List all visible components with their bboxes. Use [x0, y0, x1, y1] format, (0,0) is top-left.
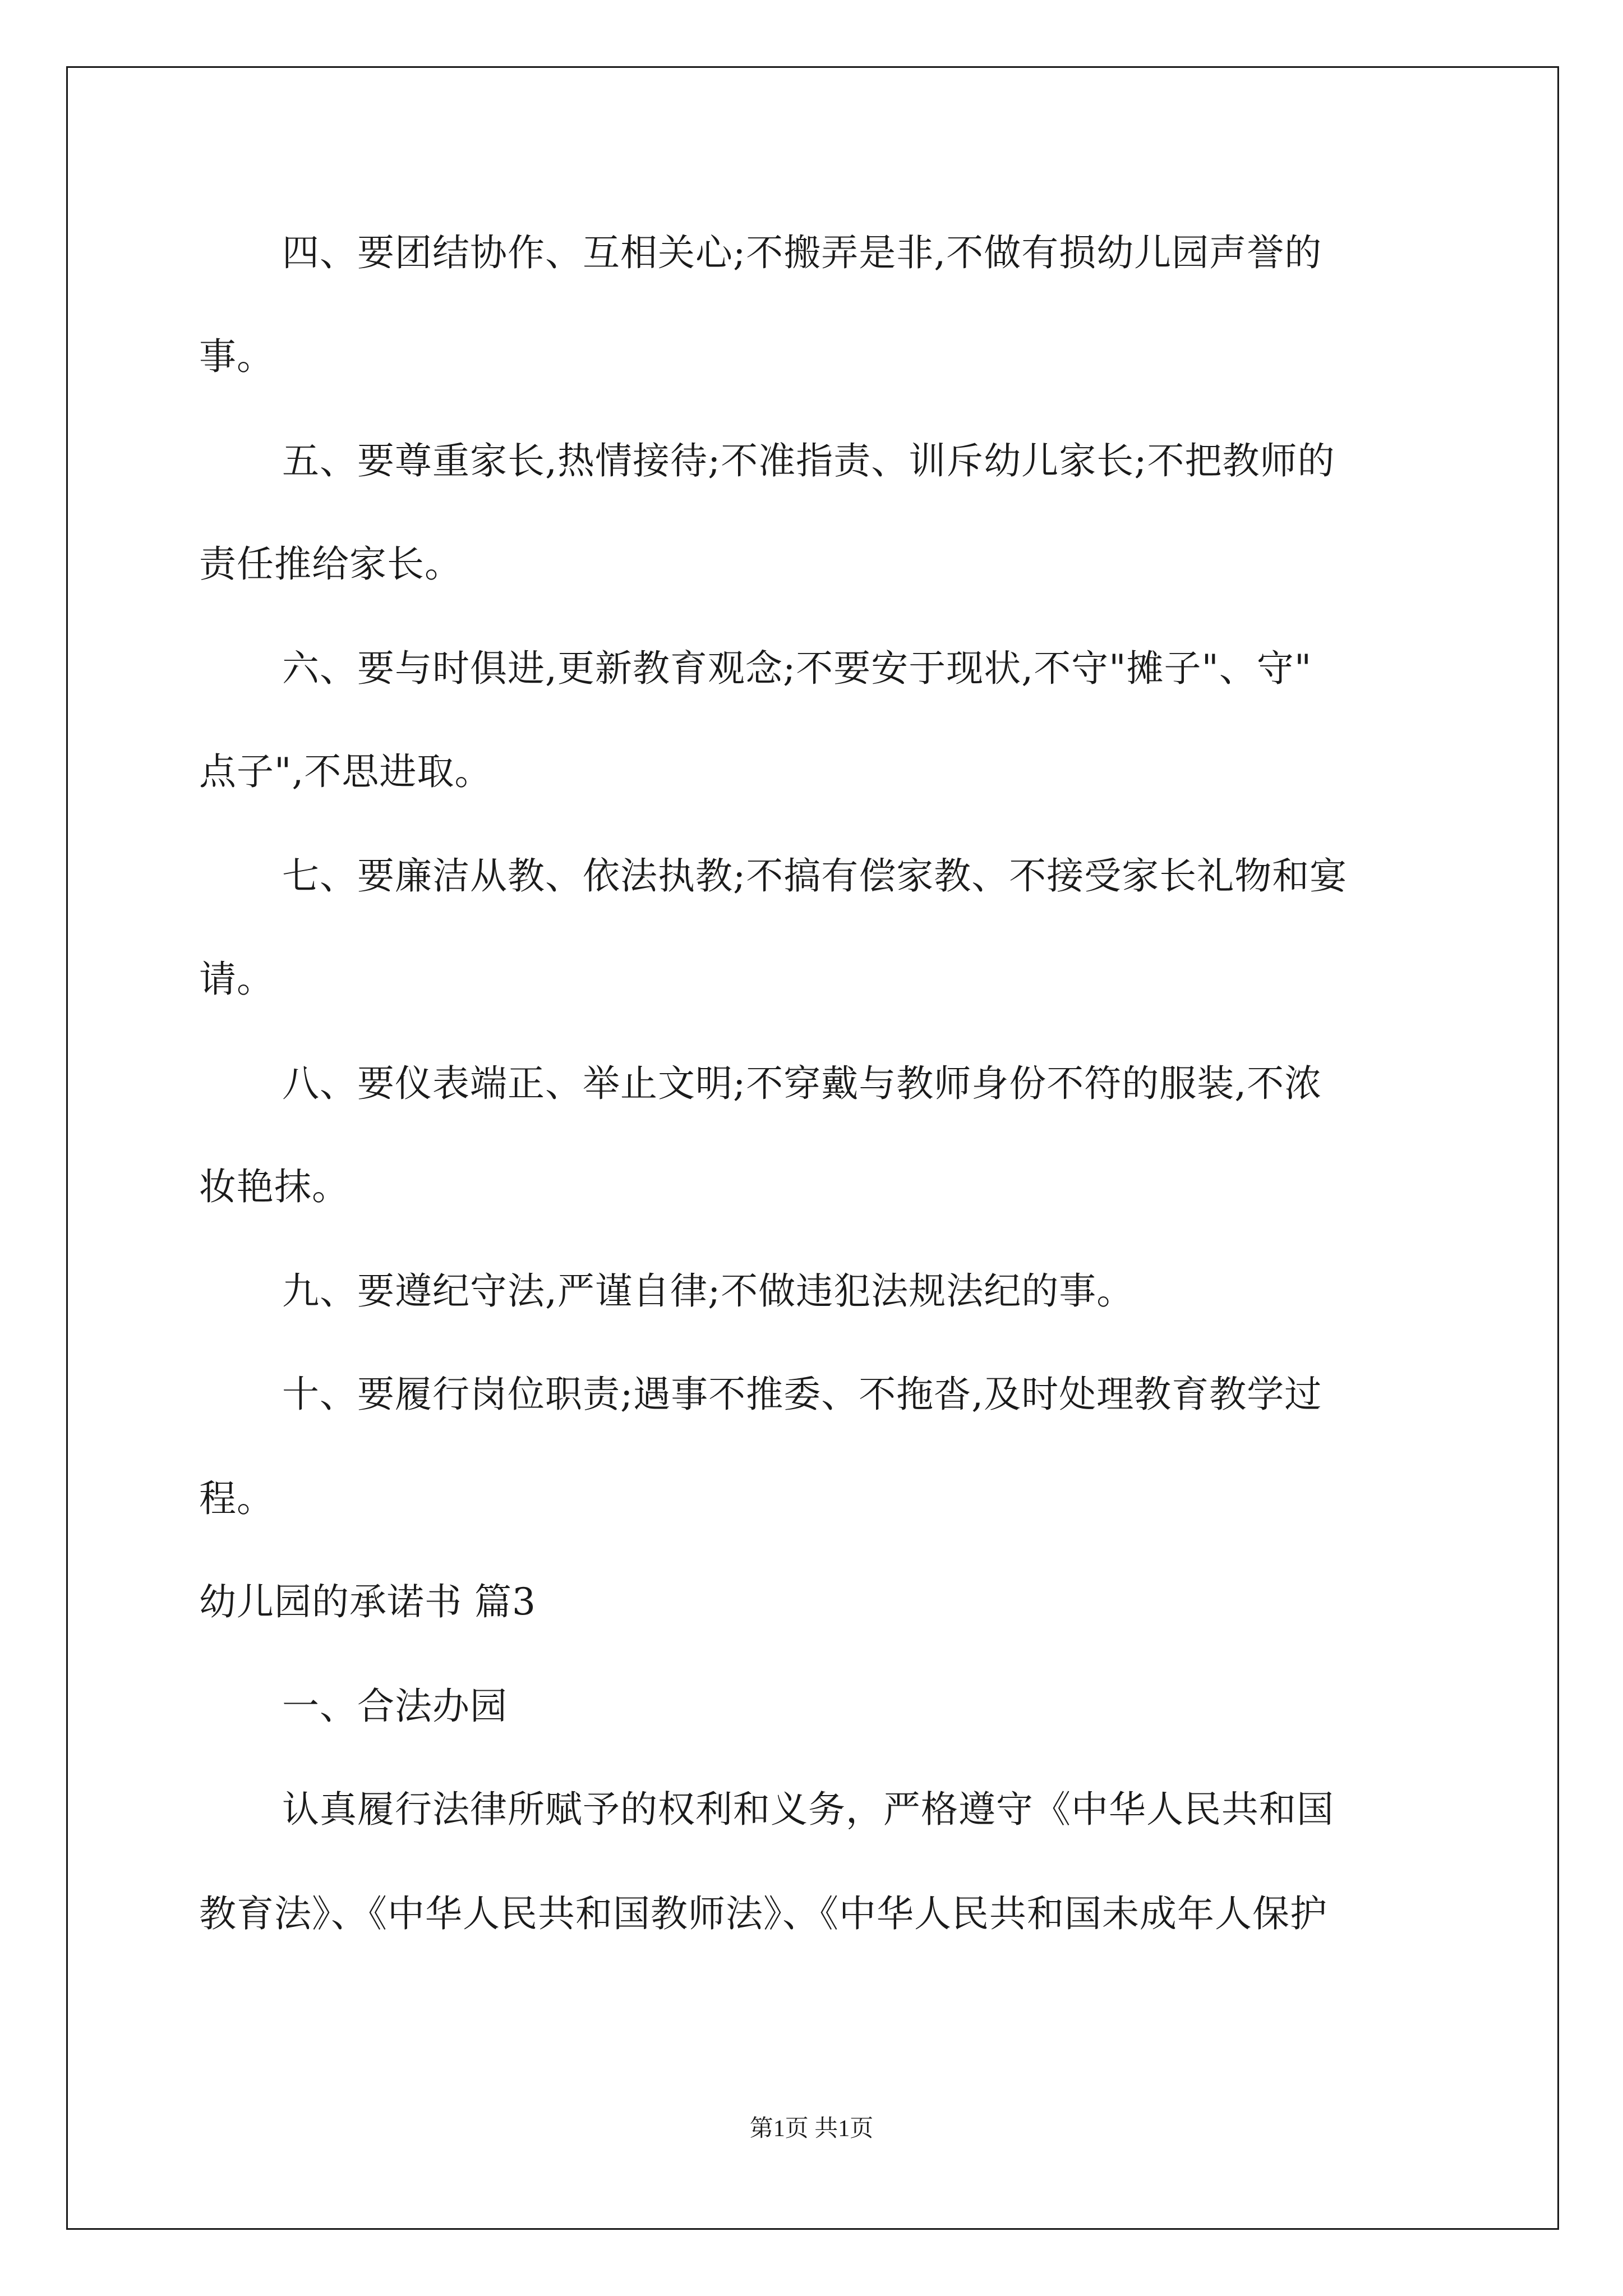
paragraph-line-2: 事。	[199, 335, 274, 378]
paragraph-line-4: 责任推给家长。	[199, 542, 462, 586]
paragraph-line-15: 一、合法办园	[282, 1685, 508, 1728]
paragraph-line-11: 九、要遵纪守法,严谨自律;不做违犯法规法纪的事。	[282, 1269, 1135, 1313]
paragraph-line-13: 程。	[199, 1477, 274, 1520]
section-heading: 幼儿园的承诺书 篇3	[199, 1580, 536, 1623]
paragraph-line-8: 请。	[199, 958, 274, 1001]
paragraph-line-9: 八、要仪表端正、举止文明;不穿戴与教师身份不符的服装,不浓	[282, 1062, 1322, 1105]
paragraph-line-6: 点子",不思进取。	[199, 750, 492, 793]
paragraph-line-1: 四、要团结协作、互相关心;不搬弄是非,不做有损幼儿园声誉的	[282, 231, 1322, 274]
paragraph-line-16: 认真履行法律所赋予的权利和义务，严格遵守《中华人民共和国	[282, 1788, 1334, 1831]
paragraph-line-7: 七、要廉洁从教、依法执教;不搞有偿家教、不接受家长礼物和宴	[282, 854, 1348, 898]
page-footer: 第1页 共1页	[749, 2116, 874, 2142]
paragraph-line-5: 六、要与时俱进,更新教育观念;不要安于现状,不守"摊子"、守"	[282, 647, 1312, 690]
paragraph-line-17: 教育法》、《中华人民共和国教师法》、《中华人民共和国未成年人保护	[199, 1892, 1327, 1935]
paragraph-line-12: 十、要履行岗位职责;遇事不推委、不拖沓,及时处理教育教学过	[282, 1373, 1322, 1416]
paragraph-line-10: 妆艳抹。	[199, 1165, 349, 1208]
paragraph-line-3: 五、要尊重家长,热情接待;不准指责、训斥幼儿家长;不把教师的	[282, 439, 1335, 482]
